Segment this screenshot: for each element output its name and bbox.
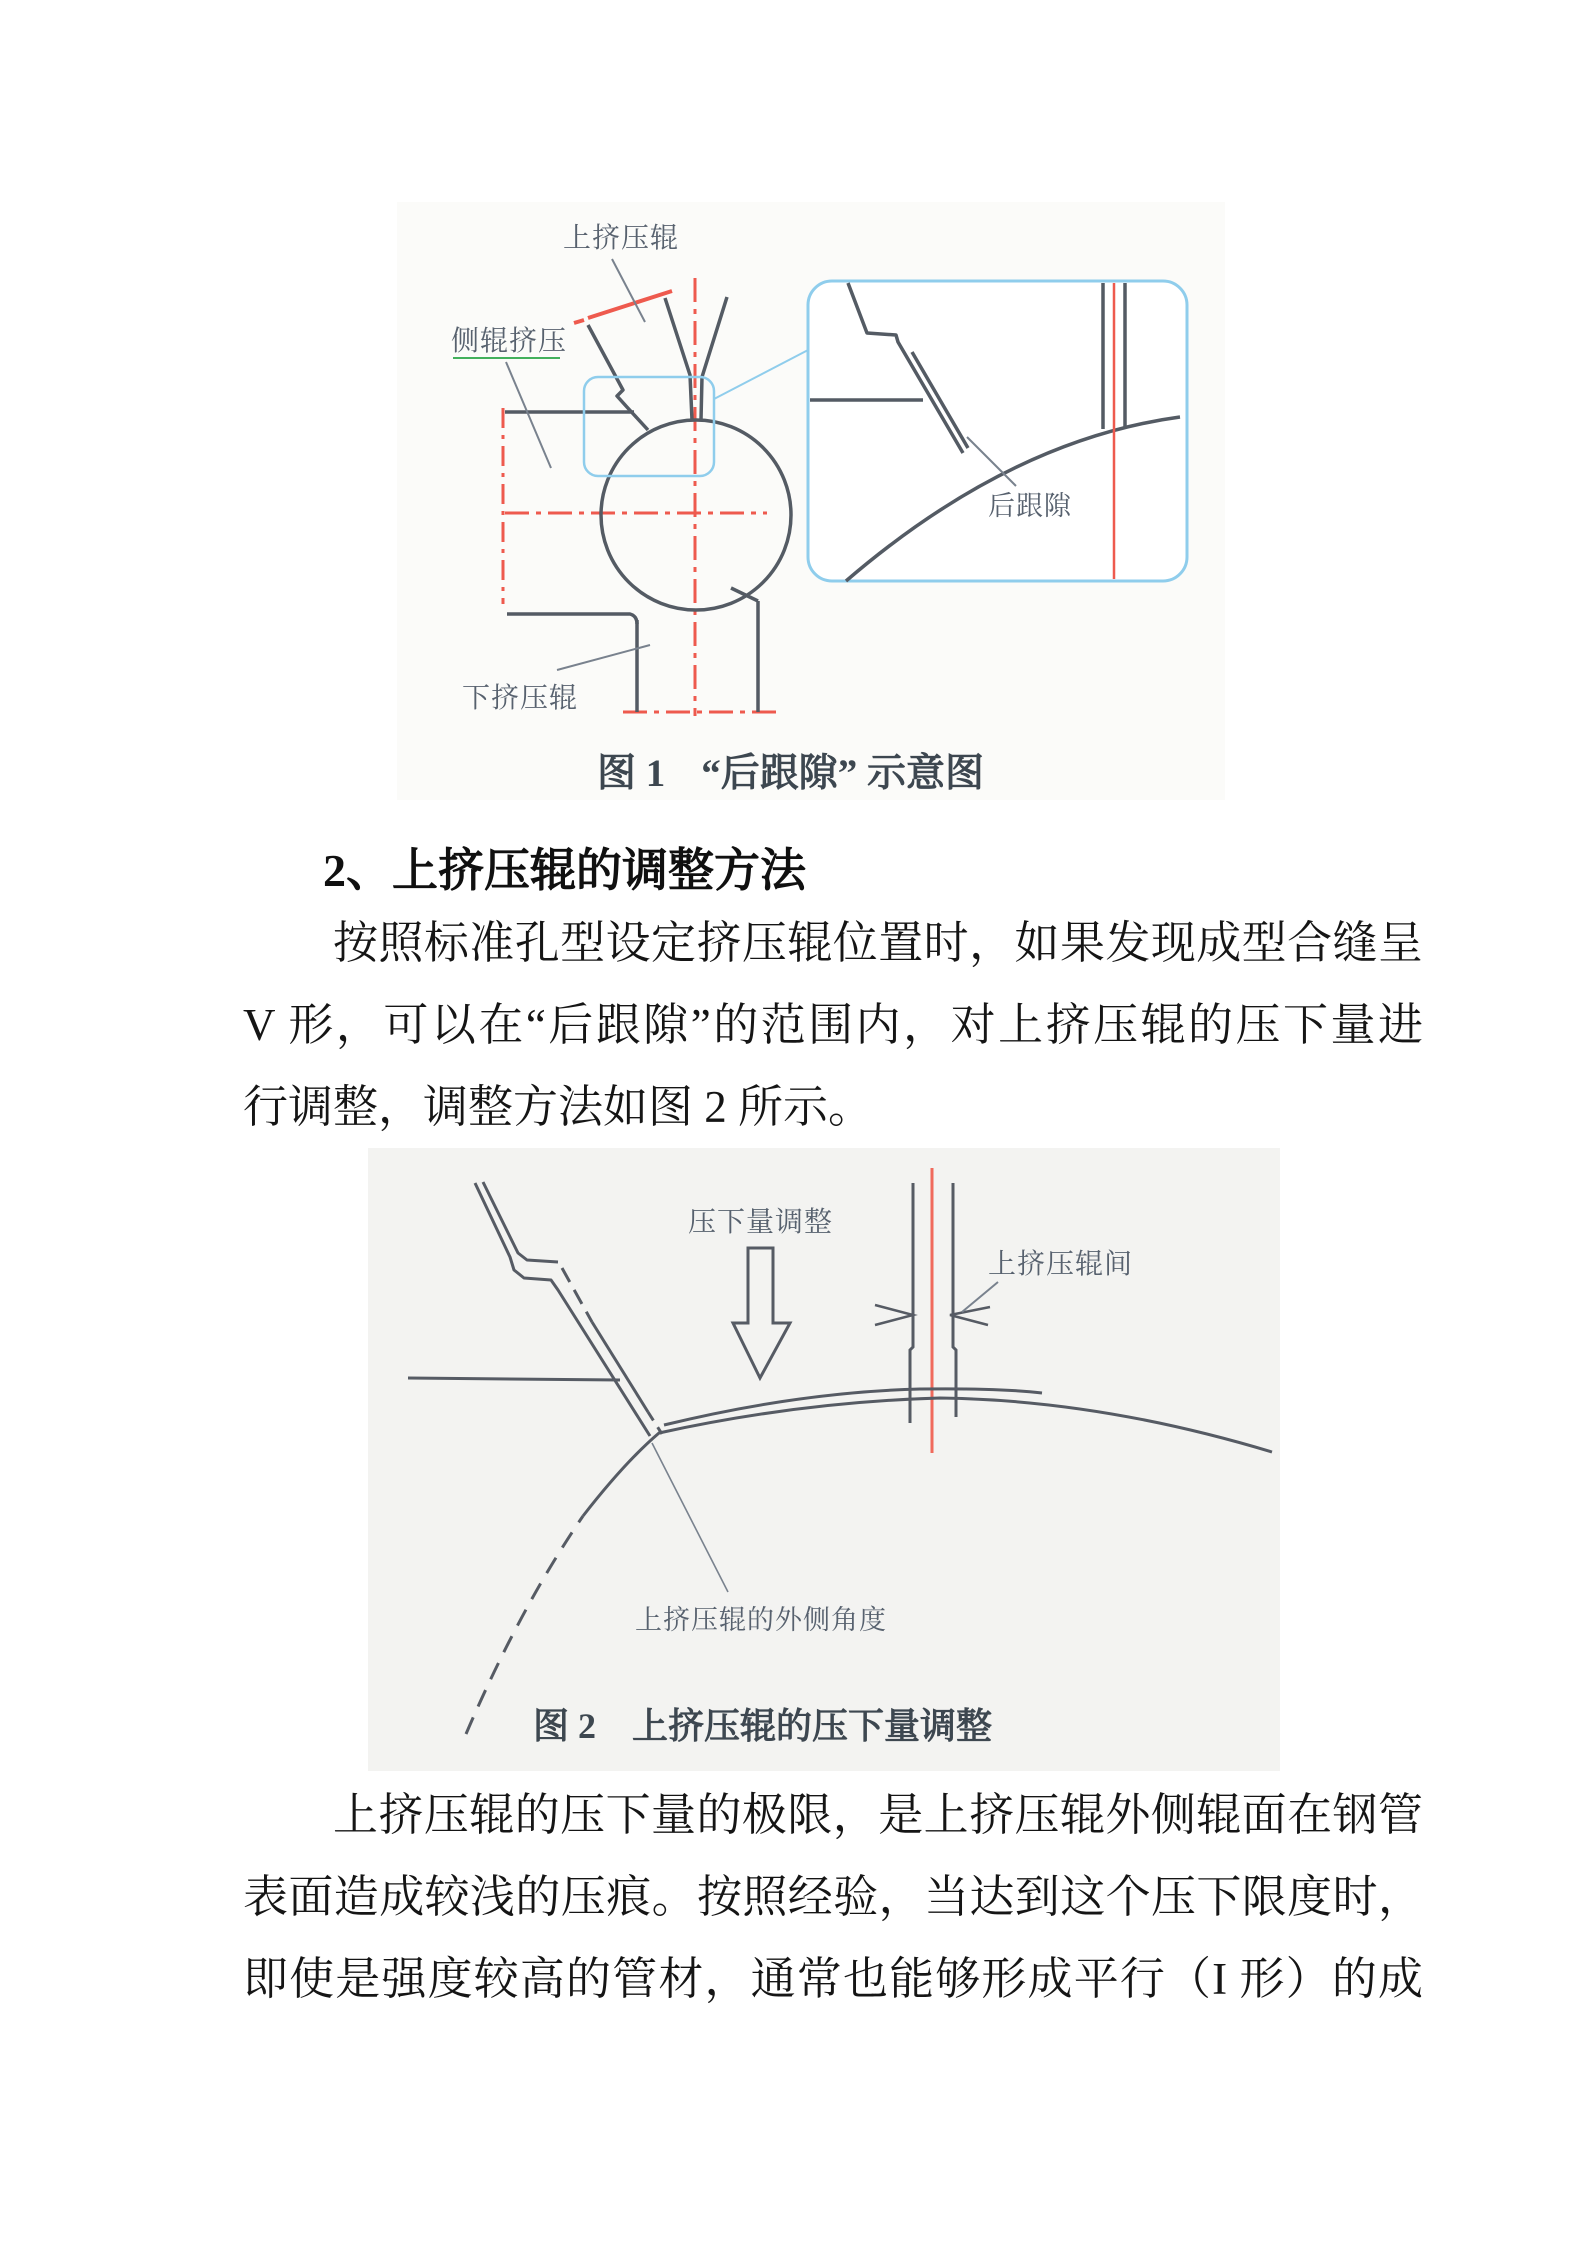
paragraph-1 [243,902,1423,1148]
figure1-detail-view [808,281,1187,581]
figure2-caption-number: 图 2 [533,1706,597,1746]
paragraph-line: 按照标准孔型设定挤压辊位置时，如果发现成型合缝呈 [333,918,1423,968]
figure2-label-press-adjust: 压下量调整 [688,1207,834,1238]
figure1-back-heel-gap-diagram [380,150,1240,810]
figure1-label-bottom-roll: 下挤压辊 [462,683,579,714]
figure2-caption [533,1698,992,1749]
figure2-caption-title: 上挤压辊的压下量调整 [632,1706,993,1746]
figure1-label-top-roll: 上挤压辊 [563,223,680,254]
paragraph-line: 即使是强度较高的管材，通常也能够形成平行（I 形）的成 [243,1954,1423,2004]
paragraph-line: 表面造成较浅的压痕。按照经验，当达到这个压下限度时， [243,1872,1423,1922]
figure1-caption-title: “后跟隙” 示意图 [701,752,985,795]
figure1-caption-number: 图 1 [597,752,666,795]
figure2-background [368,1148,1280,1771]
section-heading: 2、上挤压辊的调整方法 [323,845,806,896]
paragraph-2 [243,1774,1423,2020]
figure1-caption [597,742,984,798]
figure2-label-outer-angle: 上挤压辊的外侧角度 [635,1605,887,1635]
paragraph-line: 行调整，调整方法如图 2 所示。 [243,1082,874,1132]
paragraph-line: 上挤压辊的压下量的极限，是上挤压辊外侧辊面在钢管 [333,1790,1423,1840]
figure1-label-gap: 后跟隙 [988,491,1072,521]
paragraph-line: V 形，可以在“后跟隙”的范围内，对上挤压辊的压下量进 [243,1000,1423,1050]
figure2-label-roll-gap: 上挤压辊间 [988,1249,1134,1280]
figure2-reduction-adjust-diagram [368,1148,1280,1772]
figure1-label-side-roll: 侧辊挤压 [451,326,568,357]
